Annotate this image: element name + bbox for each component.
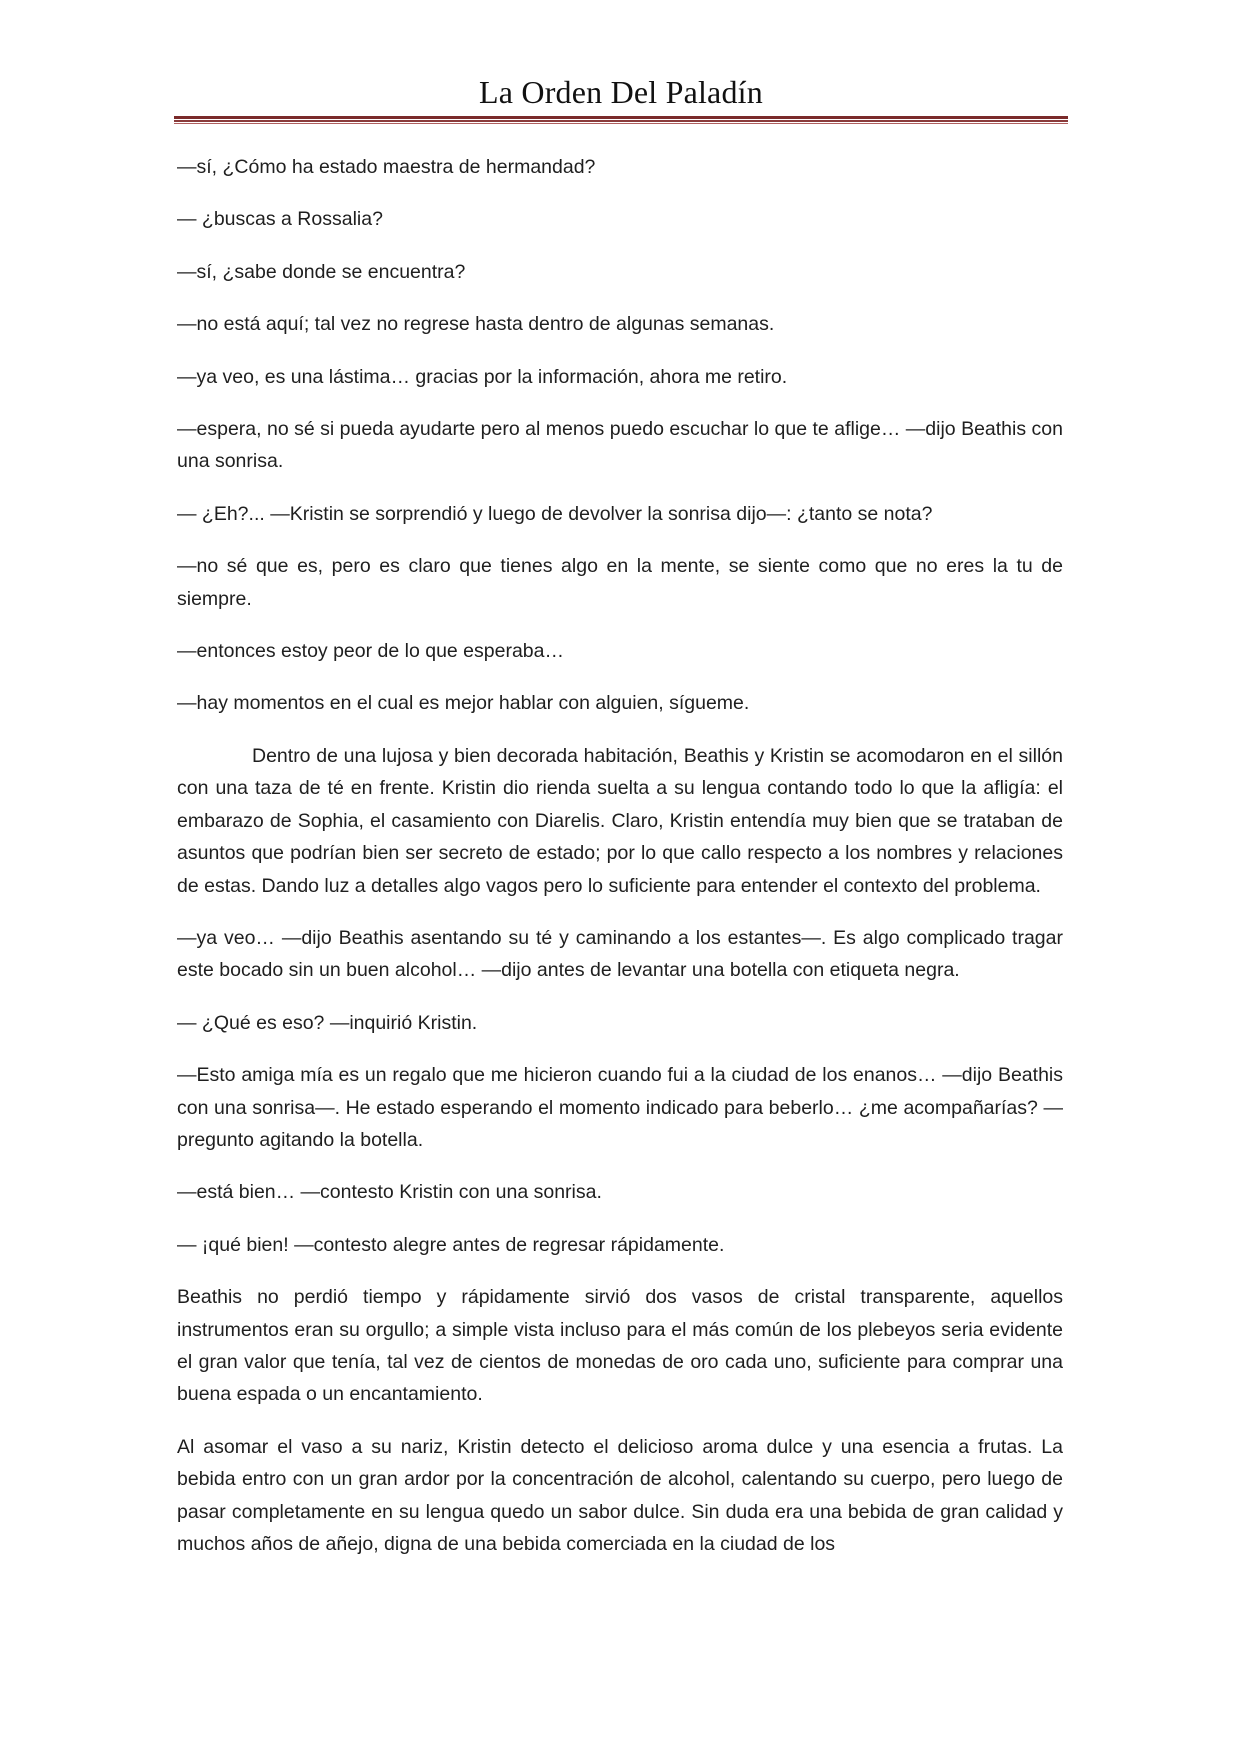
dialogue-paragraph: —entonces estoy peor de lo que esperaba… [177,640,565,663]
dialogue-paragraph: —Esto amiga mía es un regalo que me hicieron cuando fui a la ciudad de los enanos… —dijo Beathis con una sonrisa—. He estado esperando el momento indicado para beberlo… ¿me acompañarías? —pregunto agitando la botella. [177,1064,1063,1151]
narrative-paragraph: Dentro de una lujosa y bien decorada habitación, Beathis y Kristin se acomodaron en el sillón con una taza de té en frente. Kristin dio rienda suelta a su lengua contando todo lo que la afligía: el embarazo de Sophia, el casamiento con Diarelis. Claro, Kristin entendía muy bien que se trataban de asuntos que podrían bien ser secreto de estado; por lo que callo respecto a los nombres y relaciones de estas. Dando luz a detalles algo vagos pero lo suficiente para entender el contexto del problema. [177,744,1063,897]
document-title: La Orden Del Paladín [479,74,763,110]
dialogue-paragraph: —no sé que es, pero es claro que tienes algo en la mente, se siente como que no eres la tu de siempre. [177,555,1063,610]
dialogue-paragraph: —hay momentos en el cual es mejor hablar con alguien, sígueme. [177,692,750,715]
header-divider-line-thin [174,123,1068,124]
header-divider [174,116,1068,124]
dialogue-paragraph: —sí, ¿sabe donde se encuentra? [177,260,466,283]
header-divider-line-thick [174,116,1068,119]
dialogue-paragraph: —espera, no sé si pueda ayudarte pero al menos puedo escuchar lo que te aflige… —dijo Beathis con una sonrisa. [177,418,1063,473]
dialogue-paragraph: — ¡qué bien! —contesto alegre antes de regresar rápidamente. [177,1233,725,1256]
dialogue-paragraph: —sí, ¿Cómo ha estado maestra de hermandad? [177,156,596,178]
dialogue-paragraph: — ¿Eh?... —Kristin se sorprendió y luego de devolver la sonrisa dijo—: ¿tanto se nota? [177,502,933,525]
narrative-paragraph: Beathis no perdió tiempo y rápidamente sirvió dos vasos de cristal transparente, aquellos instrumentos eran su orgullo; a simple vista incluso para el más común de los plebeyos seria evidente el gran valor que tenía, tal vez de cientos de monedas de oro cada uno, suficiente para comprar una buena espada o un encantamiento. [177,1286,1063,1406]
dialogue-paragraph: — ¿buscas a Rossalia? [177,208,383,231]
dialogue-paragraph: —está bien… —contesto Kristin con una sonrisa. [177,1181,602,1204]
dialogue-paragraph: — ¿Qué es eso? —inquirió Kristin. [177,1011,478,1034]
narrative-paragraph: Al asomar el vaso a su nariz, Kristin detecto el delicioso aroma dulce y una esencia a frutas. La bebida entro con un gran ardor por la concentración de alcohol, calentando su cuerpo, pero luego de pasar completamente en su lengua quedo un sabor dulce. Sin duda era una bebida de gran calidad y muchos años de añejo, digna de una bebida comerciada en la ciudad de los [177,1435,1063,1555]
dialogue-paragraph: —no está aquí; tal vez no regrese hasta dentro de algunas semanas. [177,313,775,336]
page-header [174,72,1068,112]
dialogue-paragraph: —ya veo… —dijo Beathis asentando su té y caminando a los estantes—. Es algo complicado tragar este bocado sin un buen alcohol… —dijo antes de levantar una botella con etiqueta negra. [177,926,1063,982]
document-body [177,151,1063,1580]
dialogue-paragraph: —ya veo, es una lástima… gracias por la información, ahora me retiro. [177,365,788,388]
header-divider-line-middle [174,120,1068,122]
